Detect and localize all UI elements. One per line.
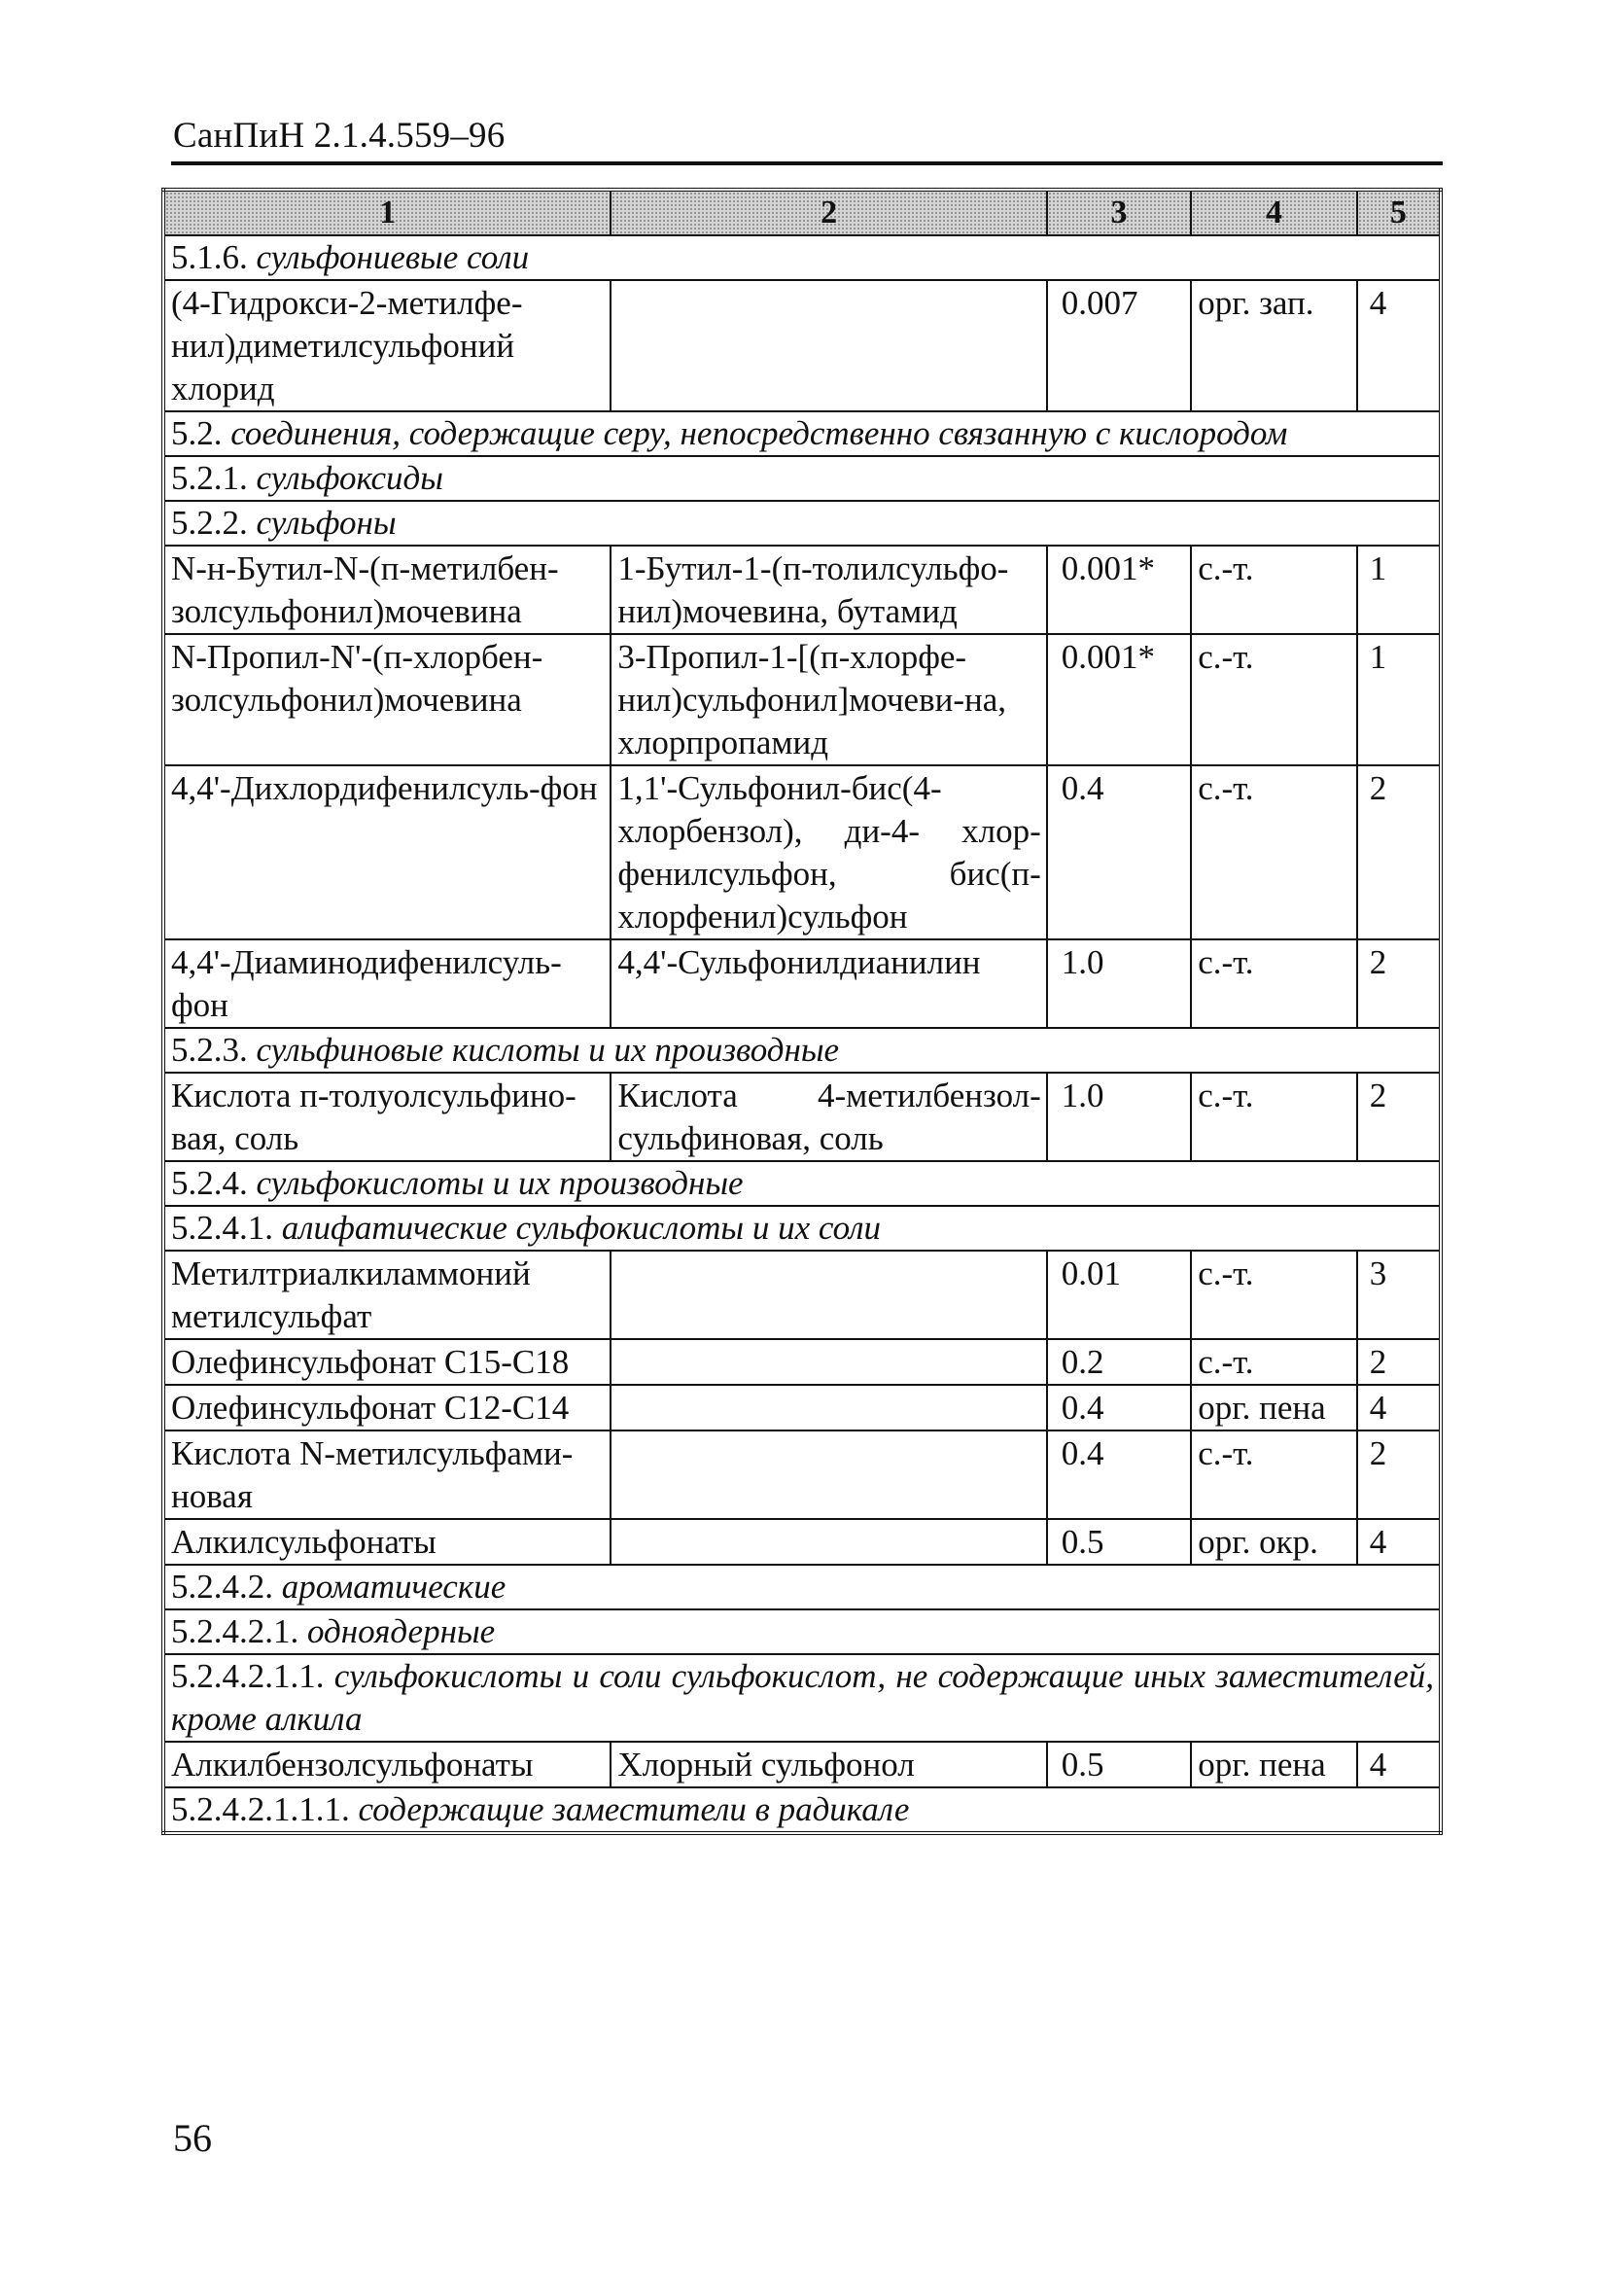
section-title: сульфоны [256,504,397,542]
section-number: 5.2.1. [171,459,248,497]
substance-name-cell: Алкилбензолсульфонаты [163,1742,611,1787]
table-row [163,1519,1441,1565]
value-cell: 0.007 [1047,280,1191,411]
section-heading [163,456,1441,501]
synonyms-cell: 4,4'-Сульфонилдианилин [611,939,1046,1028]
hazard-class-cell: 4 [1357,1385,1441,1431]
synonyms-cell [611,1519,1046,1565]
substance-name-cell: 4,4'-Диаминодифенилсуль-фон [163,939,611,1028]
section-heading-row [163,1161,1441,1206]
column-header-row [163,190,1441,235]
section-heading [163,235,1441,280]
section-heading [163,1787,1441,1833]
col-header-3: 3 [1047,190,1191,235]
section-heading [163,501,1441,546]
section-heading [163,1161,1441,1206]
harm-indicator-cell: с.-т. [1191,634,1357,765]
section-number: 5.2.4.2.1. [171,1612,299,1650]
section-heading [163,1609,1441,1654]
section-heading-row [163,1206,1441,1251]
header-rule [171,161,1443,165]
col-header-1: 1 [163,190,611,235]
section-number: 5.2.4.2.1.1.1. [171,1790,350,1828]
section-heading [163,1206,1441,1251]
table-row [163,1742,1441,1787]
hazard-class-cell: 2 [1357,765,1441,939]
substance-name-cell: Метилтриалкиламмоний метилсульфат [163,1251,611,1339]
table-row [163,1431,1441,1519]
section-number: 5.2.3. [171,1031,248,1069]
harm-indicator-cell: с.-т. [1191,939,1357,1028]
harm-indicator-cell: с.-т. [1191,1073,1357,1161]
value-cell: 0.4 [1047,765,1191,939]
section-number: 5.2.4. [171,1164,248,1202]
section-heading-row [163,1609,1441,1654]
substance-table [161,188,1443,1835]
harm-indicator-cell: орг. окр. [1191,1519,1357,1565]
value-cell: 0.2 [1047,1339,1191,1385]
synonyms-cell: Кислота 4-метилбензол-сульфиновая, соль [611,1073,1046,1161]
table-row [163,1073,1441,1161]
synonyms-cell [611,280,1046,411]
harm-indicator-cell: с.-т. [1191,1431,1357,1519]
section-heading-row [163,411,1441,456]
table-row [163,1339,1441,1385]
section-number: 5.2.4.2. [171,1568,273,1606]
hazard-class-cell: 1 [1357,634,1441,765]
running-head: СанПиН 2.1.4.559–96 [173,116,506,156]
substance-name-cell: Олефинсульфонат С15-С18 [163,1339,611,1385]
section-heading [163,1654,1441,1742]
value-cell: 0.001* [1047,546,1191,634]
hazard-class-cell: 2 [1357,1431,1441,1519]
value-cell: 0.4 [1047,1431,1191,1519]
substance-name-cell: Олефинсульфонат С12-С14 [163,1385,611,1431]
harm-indicator-cell: с.-т. [1191,1251,1357,1339]
harm-indicator-cell: орг. пена [1191,1742,1357,1787]
table-row [163,280,1441,411]
substance-name-cell: 4,4'-Дихлордифенилсуль-фон [163,765,611,939]
hazard-class-cell: 4 [1357,1742,1441,1787]
synonyms-cell: Хлорный сульфонол [611,1742,1046,1787]
synonyms-cell: 3-Пропил-1-[(п-хлорфе-нил)сульфонил]мочеви-на, хлорпропамид [611,634,1046,765]
section-heading-row [163,456,1441,501]
hazard-class-cell: 4 [1357,1519,1441,1565]
harm-indicator-cell: с.-т. [1191,546,1357,634]
table-row [163,546,1441,634]
substance-name-cell: (4-Гидрокси-2-метилфе-нил)диметилсульфоний хлорид [163,280,611,411]
section-title: сульфокислоты и их производные [256,1164,744,1202]
table-row [163,765,1441,939]
col-header-4: 4 [1191,190,1357,235]
synonyms-cell [611,1431,1046,1519]
col-header-2: 2 [611,190,1046,235]
section-number: 5.2.4.1. [171,1209,273,1247]
section-heading-row [163,235,1441,280]
section-number: 5.2.2. [171,504,248,542]
section-heading-row [163,1787,1441,1833]
table-row [163,634,1441,765]
section-heading-row [163,1565,1441,1609]
hazard-class-cell: 2 [1357,1073,1441,1161]
table-row [163,1385,1441,1431]
hazard-class-cell: 4 [1357,280,1441,411]
hazard-class-cell: 1 [1357,546,1441,634]
hazard-class-cell: 2 [1357,1339,1441,1385]
section-number: 5.2.4.2.1.1. [171,1657,325,1695]
section-title: содержащие заместители в радикале [358,1790,910,1828]
section-title: сульфоксиды [256,459,443,497]
synonyms-cell [611,1251,1046,1339]
table-row [163,1251,1441,1339]
section-number: 5.2. [171,414,223,452]
value-cell: 0.4 [1047,1385,1191,1431]
substance-name-cell: N-Пропил-N'-(п-хлорбен-золсульфонил)мочевина [163,634,611,765]
value-cell: 1.0 [1047,1073,1191,1161]
table-row [163,939,1441,1028]
substance-name-cell: Алкилсульфонаты [163,1519,611,1565]
synonyms-cell: 1,1'-Сульфонил-бис(4-хлорбензол), ди-4- хлор-фенилсульфон, бис(п-хлорфенил)сульфон [611,765,1046,939]
section-heading [163,1565,1441,1609]
hazard-class-cell: 2 [1357,939,1441,1028]
section-heading-row [163,501,1441,546]
page-number: 56 [173,2116,212,2160]
substance-name-cell: N-н-Бутил-N-(п-метилбен-золсульфонил)мочевина [163,546,611,634]
section-title: алифатические сульфокислоты и их соли [281,1209,881,1247]
synonyms-cell [611,1339,1046,1385]
value-cell: 0.5 [1047,1742,1191,1787]
harm-indicator-cell: с.-т. [1191,1339,1357,1385]
section-title: одноядерные [307,1612,496,1650]
section-heading-row [163,1654,1441,1742]
substance-name-cell: Кислота N-метилсульфами-новая [163,1431,611,1519]
harm-indicator-cell: орг. пена [1191,1385,1357,1431]
value-cell: 0.5 [1047,1519,1191,1565]
section-title: сульфиновые кислоты и их производные [256,1031,840,1069]
harm-indicator-cell: с.-т. [1191,765,1357,939]
hazard-class-cell: 3 [1357,1251,1441,1339]
substance-name-cell: Кислота п-толуолсульфино-вая, соль [163,1073,611,1161]
section-heading [163,411,1441,456]
value-cell: 0.01 [1047,1251,1191,1339]
section-heading [163,1028,1441,1073]
harm-indicator-cell: орг. зап. [1191,280,1357,411]
section-number: 5.1.6. [171,238,248,276]
section-heading-row [163,1028,1441,1073]
section-title: сульфониевые соли [256,238,530,276]
synonyms-cell [611,1385,1046,1431]
synonyms-cell: 1-Бутил-1-(п-толилсульфо-нил)мочевина, бутамид [611,546,1046,634]
section-title: ароматические [281,1568,507,1606]
section-title: соединения, содержащие серу, непосредственно связанную с кислородом [230,414,1288,452]
col-header-5: 5 [1357,190,1441,235]
value-cell: 0.001* [1047,634,1191,765]
section-title: сульфокислоты и соли сульфокислот, не содержащие иных заместителей, кроме алкила [171,1657,1434,1738]
value-cell: 1.0 [1047,939,1191,1028]
